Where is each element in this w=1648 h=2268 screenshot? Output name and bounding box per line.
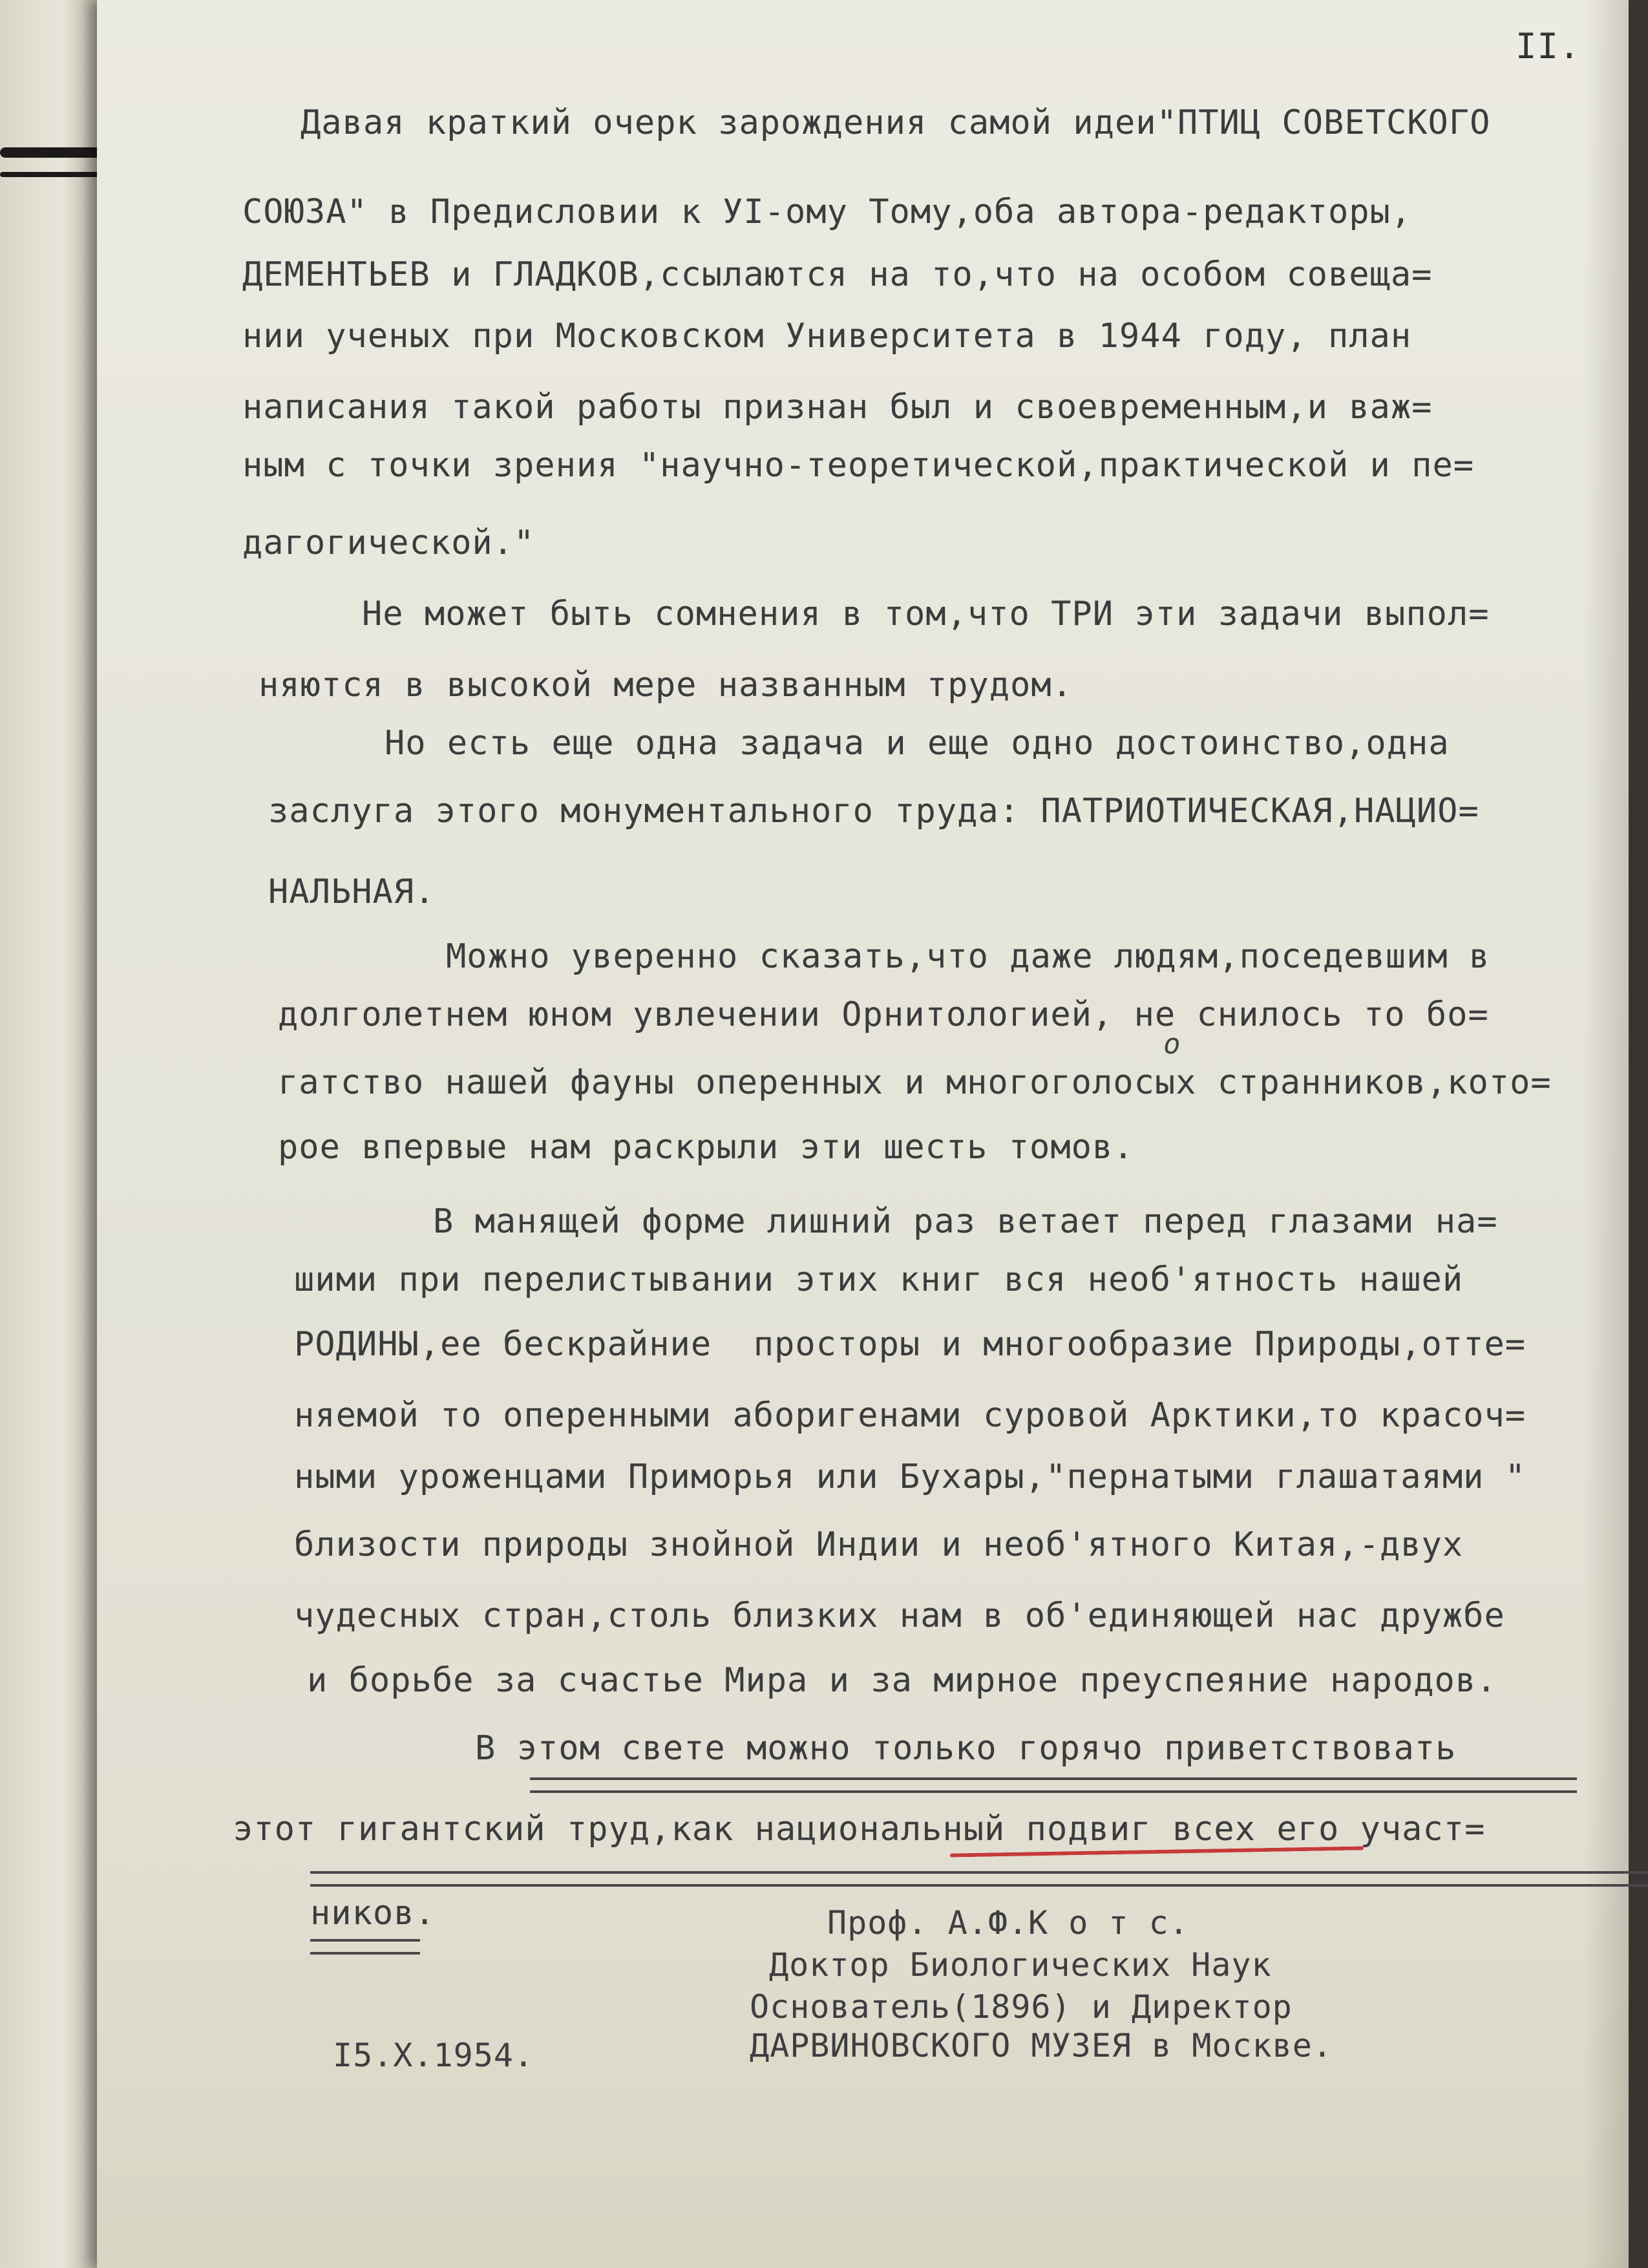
signature-title: Доктор Биологических Наук: [769, 1946, 1272, 1984]
text-line: гатство нашей фауны оперенных и многоголосых странников,кото=: [278, 1063, 1552, 1102]
text-line: заслуга этого монументального труда: ПАТРИОТИЧЕСКАЯ,НАЦИО=: [268, 792, 1479, 831]
text-line: написания такой работы признан был и своевременным,и важ=: [242, 388, 1433, 427]
text-line: рое впервые нам раскрыли эти шесть томов.: [278, 1128, 1134, 1167]
signature-role: Основатель(1896) и Директор: [750, 1988, 1293, 2026]
double-underline: [310, 1871, 1648, 1887]
handwritten-correction-o: o: [1163, 1028, 1181, 1061]
double-underline: [310, 1939, 420, 1955]
text-line: и борьбе за счастье Мира и за мирное преуспеяние народов.: [307, 1661, 1497, 1700]
text-line: НАЛЬНАЯ.: [268, 873, 436, 911]
text-line: няемой то оперенными аборигенами суровой Арктики,то красоч=: [294, 1396, 1527, 1435]
double-underline: [530, 1777, 1577, 1793]
text-line: чудесных стран,столь близких нам в об'единяющей нас дружбе: [294, 1596, 1505, 1635]
text-line: ников.: [310, 1894, 436, 1933]
text-line: няются в высокой мере названным трудом.: [259, 666, 1073, 705]
text-line: ДЕМЕНТЬЕВ и ГЛАДКОВ,ссылаются на то,что на особом совеща=: [242, 255, 1433, 294]
text-line: ным с точки зрения "научно-теоретической,практической и пе=: [242, 446, 1475, 485]
binding-thread-secondary: [0, 172, 110, 177]
document-date: I5.X.1954.: [333, 2037, 534, 2074]
previous-page-edge: [0, 0, 113, 2268]
text-line: Но есть еще одна задача и еще одно достоинство,одна: [385, 724, 1450, 763]
text-line: дагогической.": [242, 524, 535, 562]
text-line: шими при перелистывании этих книг вся необ'ятность нашей: [294, 1260, 1464, 1299]
text-line: этот гигантский труд,как национальный подвиг всех его участ=: [233, 1810, 1486, 1849]
text-line: В этом свете можно только горячо приветствовать: [475, 1729, 1457, 1768]
page-number: II.: [1516, 26, 1581, 67]
text-line: ными уроженцами Приморья или Бухары,"пернатыми глашатаями ": [294, 1457, 1527, 1496]
page-text: [97, 0, 1629, 2268]
signature-institution: ДАРВИНОВСКОГО МУЗЕЯ в Москве.: [750, 2027, 1333, 2064]
text-line: нии ученых при Московском Университета в 1944 году, план: [242, 317, 1412, 355]
text-line: РОДИНЫ,ее бескрайние просторы и многообразие Природы,отте=: [294, 1325, 1527, 1364]
text-line: СОЮЗА" в Предисловии к УI-ому Тому,оба автора-редакторы,: [242, 193, 1412, 231]
signature-name: Проф. А.Ф.К о т с.: [827, 1904, 1189, 1942]
text-line: Давая краткий очерк зарождения самой идеи"ПТИЦ СОВЕТСКОГО: [301, 103, 1491, 142]
typewritten-page: [97, 0, 1629, 2268]
text-line: долголетнем юном увлечении Орнитологией, не снилось то бо=: [278, 995, 1489, 1034]
text-line: Не может быть сомнения в том,что ТРИ эти задачи выпол=: [362, 595, 1490, 633]
text-line: близости природы знойной Индии и необ'ятного Китая,-двух: [294, 1525, 1464, 1564]
text-line: В манящей форме лишний раз ветает перед глазами на=: [433, 1202, 1498, 1241]
text-line: Можно уверенно сказать,что даже людям,поседевшим в: [446, 937, 1490, 976]
